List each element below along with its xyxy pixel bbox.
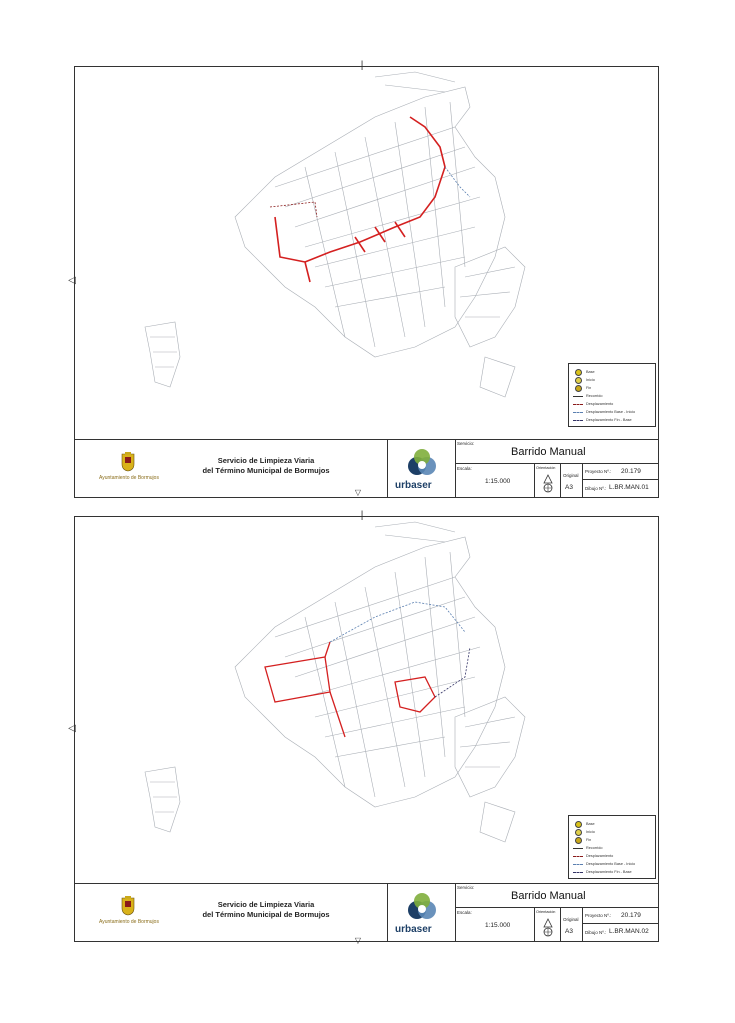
legend-item-base: Base — [573, 368, 595, 376]
urbaser-logo-icon — [405, 446, 439, 480]
original-label: Original — [563, 473, 579, 478]
urbaser-logo-cell — [387, 884, 456, 941]
dibujo-value: L.BR.MAN.01 — [609, 484, 649, 491]
west-arrow-icon: ◁ — [68, 723, 76, 734]
original-value: A3 — [565, 928, 573, 935]
legend-item-recorrido: Recorrido — [573, 392, 602, 400]
orientation-north-icon — [542, 474, 554, 494]
title-block-right — [455, 884, 658, 941]
orientacion-label: Orientación — [536, 466, 556, 470]
brand-name: urbaser — [395, 480, 432, 491]
map-sheet-2 — [74, 510, 659, 942]
ayuntamiento-label: Ayuntamiento de Bormujos — [99, 475, 159, 481]
legend-item-base: Base — [573, 820, 595, 828]
north-arrow-icon: | — [360, 60, 364, 71]
legend-item-recorrido: Recorrido — [573, 844, 602, 852]
dibujo-label: Dibujo Nº.: — [585, 486, 607, 491]
servicio-value: Barrido Manual — [511, 890, 586, 902]
legend-item-inicio: Inicio — [573, 376, 595, 384]
original-value: A3 — [565, 484, 573, 491]
servicio-label: Servicio: — [457, 441, 475, 446]
legend-item-desplazamiento: Desplazamiento — [573, 852, 613, 860]
escala-cell — [455, 464, 535, 497]
legend-item-inicio: Inicio — [573, 828, 595, 836]
orientacion-cell — [535, 908, 561, 941]
dibujo-label: Dibujo Nº.: — [585, 930, 607, 935]
south-arrow-icon: ▽ — [354, 936, 362, 945]
orientacion-label: Orientación — [536, 910, 556, 914]
legend-item-fin-base: Desplazamiento Fin - Base — [573, 868, 632, 876]
legend-item-base-inicio: Desplazamiento Base - Inicio — [573, 860, 635, 868]
map-legend — [568, 363, 656, 427]
legend-item-fin: Fin — [573, 384, 591, 392]
original-cell — [561, 908, 583, 941]
dibujo-value: L.BR.MAN.02 — [609, 928, 649, 935]
servicio-cell — [455, 884, 658, 908]
orientation-north-icon — [542, 918, 554, 938]
original-label: Original — [563, 917, 579, 922]
escala-value: 1:15.000 — [485, 478, 511, 485]
orientacion-cell — [535, 464, 561, 497]
map-legend — [568, 815, 656, 879]
crest-icon — [121, 452, 135, 472]
west-arrow-icon: ◁ — [68, 275, 76, 286]
crest-icon — [121, 896, 135, 916]
brand-name: urbaser — [395, 924, 432, 935]
escala-label: Escala: — [457, 466, 472, 471]
proyecto-value: 20.179 — [621, 468, 641, 475]
urbaser-logo-icon — [405, 890, 439, 924]
service-title-line-2: del Término Municipal de Bormujos — [202, 466, 330, 475]
title-block-right — [455, 440, 658, 497]
proyecto-label: Proyecto Nº.: — [585, 913, 612, 918]
proyecto-label: Proyecto Nº.: — [585, 469, 612, 474]
proyecto-value: 20.179 — [621, 912, 641, 919]
servicio-label: Servicio: — [457, 885, 475, 890]
map-sheet-1 — [74, 60, 659, 498]
urbaser-logo-cell — [387, 440, 456, 497]
servicio-cell — [455, 440, 658, 464]
legend-item-fin-base: Desplazamiento Fin - Base — [573, 416, 632, 424]
title-block — [75, 883, 658, 941]
legend-item-desplazamiento: Desplazamiento — [573, 400, 613, 408]
escala-cell — [455, 908, 535, 941]
south-arrow-icon: ▽ — [354, 488, 362, 497]
title-block-left — [75, 884, 388, 941]
legend-item-fin: Fin — [573, 836, 591, 844]
north-arrow-icon: | — [360, 510, 364, 521]
dibujo-cell — [583, 924, 658, 941]
ayuntamiento-label: Ayuntamiento de Bormujos — [99, 919, 159, 925]
proyecto-cell — [583, 908, 658, 924]
service-title-line-1: Servicio de Limpieza Viaria — [217, 456, 315, 465]
title-block-left — [75, 440, 388, 497]
service-title-line-1: Servicio de Limpieza Viaria — [217, 900, 315, 909]
service-title-line-2: del Término Municipal de Bormujos — [202, 910, 330, 919]
escala-label: Escala: — [457, 910, 472, 915]
title-block — [75, 439, 658, 497]
legend-item-base-inicio: Desplazamiento Base - Inicio — [573, 408, 635, 416]
escala-value: 1:15.000 — [485, 922, 511, 929]
dibujo-cell — [583, 480, 658, 497]
proyecto-cell — [583, 464, 658, 480]
servicio-value: Barrido Manual — [511, 446, 586, 458]
original-cell — [561, 464, 583, 497]
